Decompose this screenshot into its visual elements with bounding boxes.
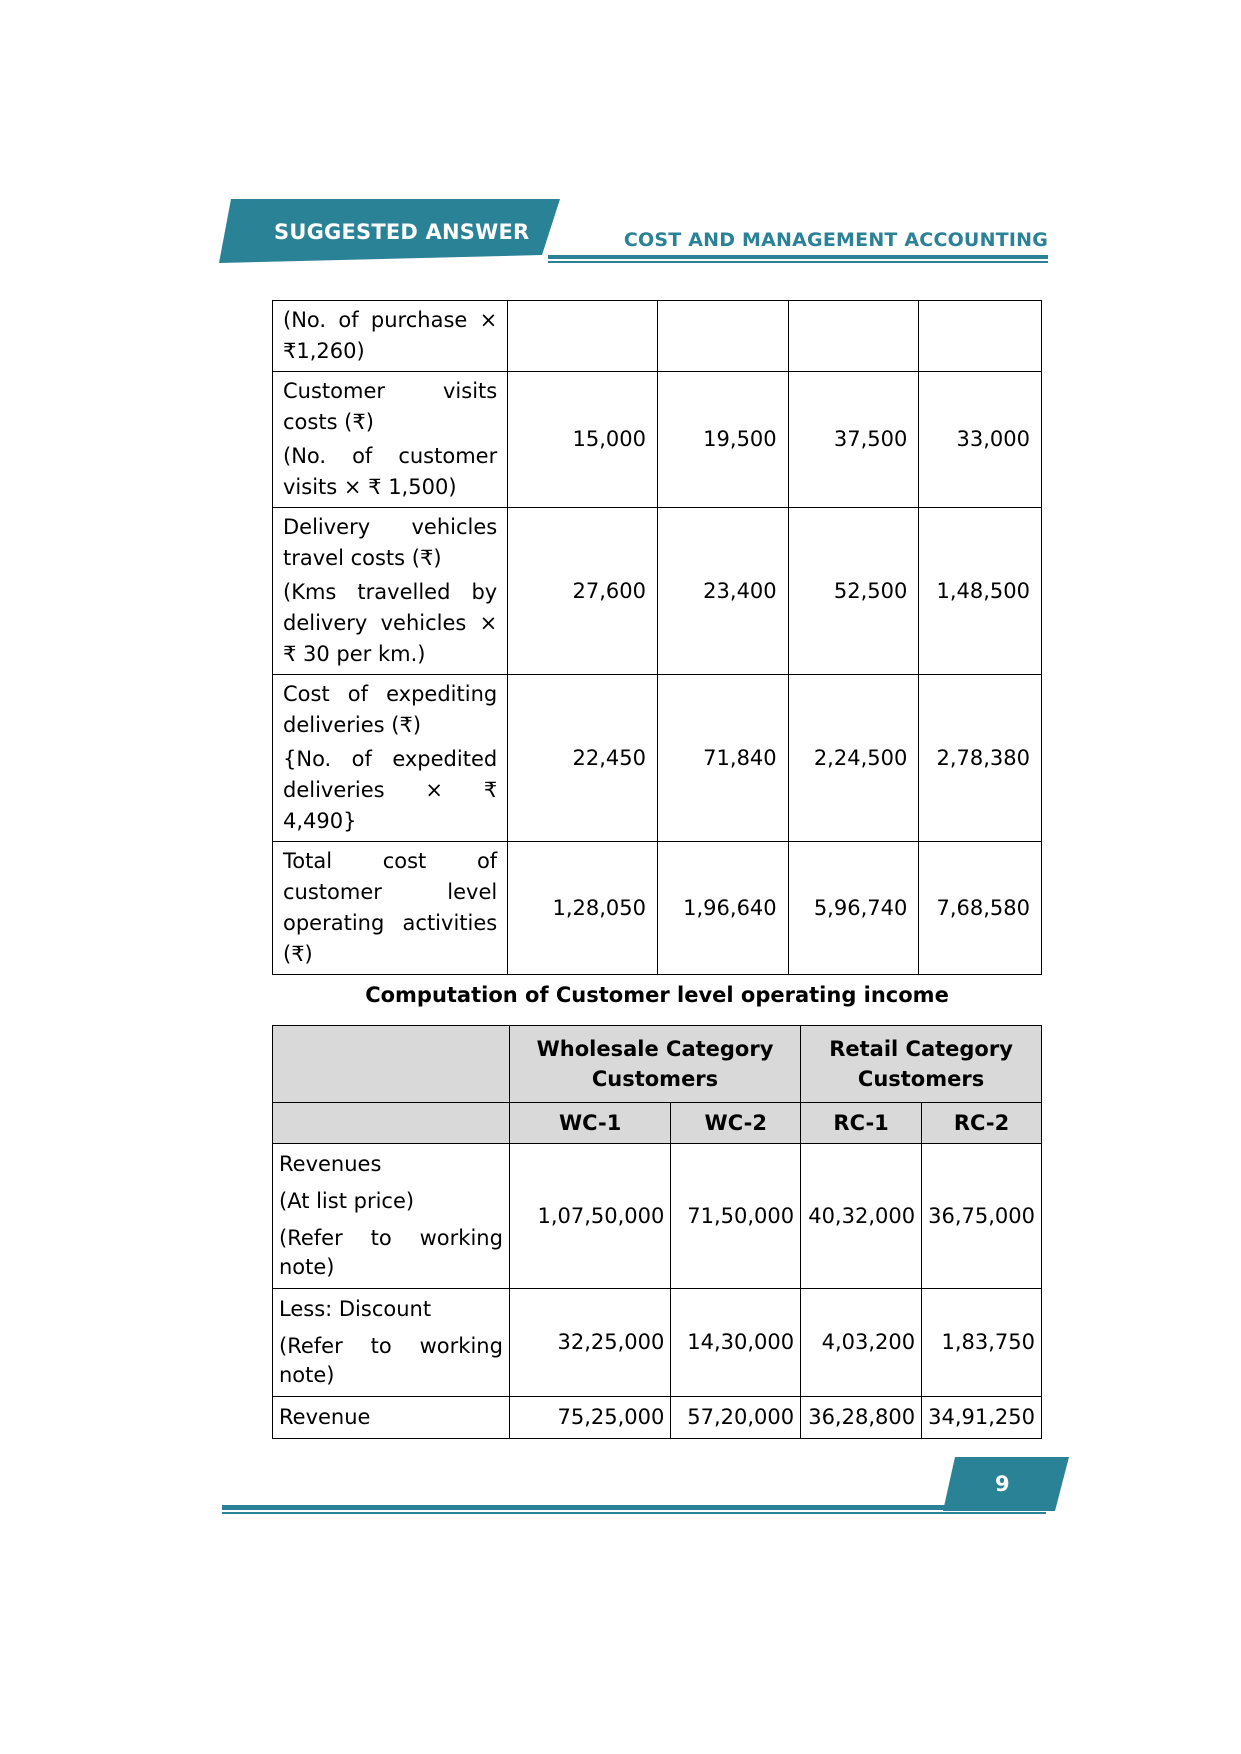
table-cell: 2,24,500 bbox=[788, 675, 919, 842]
table-row bbox=[273, 1289, 1042, 1397]
table-cell: 1,28,050 bbox=[508, 842, 658, 975]
table-cell: 19,500 bbox=[657, 372, 788, 508]
page-number: 9 bbox=[995, 1472, 1010, 1496]
header-blank bbox=[273, 1103, 510, 1144]
column-header: WC-1 bbox=[509, 1103, 670, 1144]
row-label bbox=[273, 508, 508, 675]
table-cell: 33,000 bbox=[919, 372, 1042, 508]
footer-rule bbox=[222, 1505, 1046, 1510]
table-caption: Computation of Customer level operating income bbox=[365, 983, 949, 1007]
column-header: RC-1 bbox=[801, 1103, 922, 1144]
table-cell: 2,78,380 bbox=[919, 675, 1042, 842]
table-row-total bbox=[273, 842, 1042, 975]
table-cell: 1,07,50,000 bbox=[509, 1144, 670, 1289]
header-blank bbox=[273, 1026, 510, 1103]
table-cell: 57,20,000 bbox=[671, 1397, 801, 1439]
table-cell: 37,500 bbox=[788, 372, 919, 508]
footer-rule-thin bbox=[222, 1512, 1046, 1514]
row-label bbox=[273, 1144, 510, 1289]
table-row bbox=[273, 1144, 1042, 1289]
label-line: {No. of expedited deliveries × ₹ 4,490} bbox=[283, 747, 498, 833]
row-label bbox=[273, 1397, 510, 1439]
table-cell: 40,32,000 bbox=[801, 1144, 922, 1289]
customer-operating-income-table bbox=[272, 1025, 1042, 1439]
group-header-wholesale: Wholesale Category Customers bbox=[509, 1026, 800, 1103]
label-line: Delivery vehicles travel costs (₹) bbox=[283, 515, 498, 570]
table-cell bbox=[657, 301, 788, 372]
label-line: (No. of customer visits × ₹ 1,500) bbox=[283, 444, 498, 499]
table-cell: 4,03,200 bbox=[801, 1289, 922, 1397]
row-label bbox=[273, 372, 508, 508]
table-row bbox=[273, 372, 1042, 508]
group-header-row bbox=[273, 1026, 1042, 1103]
label-line: Customer visits costs (₹) bbox=[283, 379, 498, 434]
label-line: (No. of purchase × ₹1,260) bbox=[283, 308, 498, 363]
table-cell: 75,25,000 bbox=[509, 1397, 670, 1439]
table-row bbox=[273, 301, 1042, 372]
customer-activity-cost-table bbox=[272, 300, 1042, 975]
row-label bbox=[273, 842, 508, 975]
table-cell: 22,450 bbox=[508, 675, 658, 842]
table-cell: 32,25,000 bbox=[509, 1289, 670, 1397]
page-title: COST AND MANAGEMENT ACCOUNTING bbox=[623, 229, 1048, 251]
table-cell: 71,50,000 bbox=[671, 1144, 801, 1289]
table-cell: 71,840 bbox=[657, 675, 788, 842]
table-cell bbox=[919, 301, 1042, 372]
label-line: Cost of expediting deliveries (₹) bbox=[283, 682, 498, 737]
label-line: (Refer to working note) bbox=[279, 1226, 503, 1279]
label-line: (Kms travelled by delivery vehicles × ₹ 30 per km.) bbox=[283, 580, 498, 666]
label-line: Less: Discount bbox=[279, 1297, 432, 1321]
table-row bbox=[273, 675, 1042, 842]
table-cell bbox=[788, 301, 919, 372]
row-label bbox=[273, 675, 508, 842]
group-header-retail: Retail Category Customers bbox=[801, 1026, 1042, 1103]
column-header: WC-2 bbox=[671, 1103, 801, 1144]
table-cell: 1,48,500 bbox=[919, 508, 1042, 675]
header-rule bbox=[548, 255, 1048, 259]
header-rule-thin bbox=[548, 261, 1048, 263]
label-line: (At list price) bbox=[279, 1189, 415, 1213]
table-cell bbox=[508, 301, 658, 372]
table-cell: 36,28,800 bbox=[801, 1397, 922, 1439]
table-cell: 23,400 bbox=[657, 508, 788, 675]
table-row bbox=[273, 1397, 1042, 1439]
table-cell: 15,000 bbox=[508, 372, 658, 508]
table-cell: 14,30,000 bbox=[671, 1289, 801, 1397]
table-cell: 36,75,000 bbox=[922, 1144, 1042, 1289]
table-cell: 52,500 bbox=[788, 508, 919, 675]
table-cell: 7,68,580 bbox=[919, 842, 1042, 975]
column-header: RC-2 bbox=[922, 1103, 1042, 1144]
label-line: Total cost of customer level operating activities (₹) bbox=[283, 849, 498, 966]
label-line: Revenue bbox=[279, 1405, 371, 1429]
column-header-row bbox=[273, 1103, 1042, 1144]
table-cell: 1,83,750 bbox=[922, 1289, 1042, 1397]
row-label bbox=[273, 1289, 510, 1397]
table-cell: 1,96,640 bbox=[657, 842, 788, 975]
section-label: SUGGESTED ANSWER bbox=[274, 220, 530, 244]
table-cell: 34,91,250 bbox=[922, 1397, 1042, 1439]
label-line: Revenues bbox=[279, 1152, 382, 1176]
table-cell: 5,96,740 bbox=[788, 842, 919, 975]
label-line: (Refer to working note) bbox=[279, 1334, 503, 1387]
row-label bbox=[273, 301, 508, 372]
table-row bbox=[273, 508, 1042, 675]
table-cell: 27,600 bbox=[508, 508, 658, 675]
